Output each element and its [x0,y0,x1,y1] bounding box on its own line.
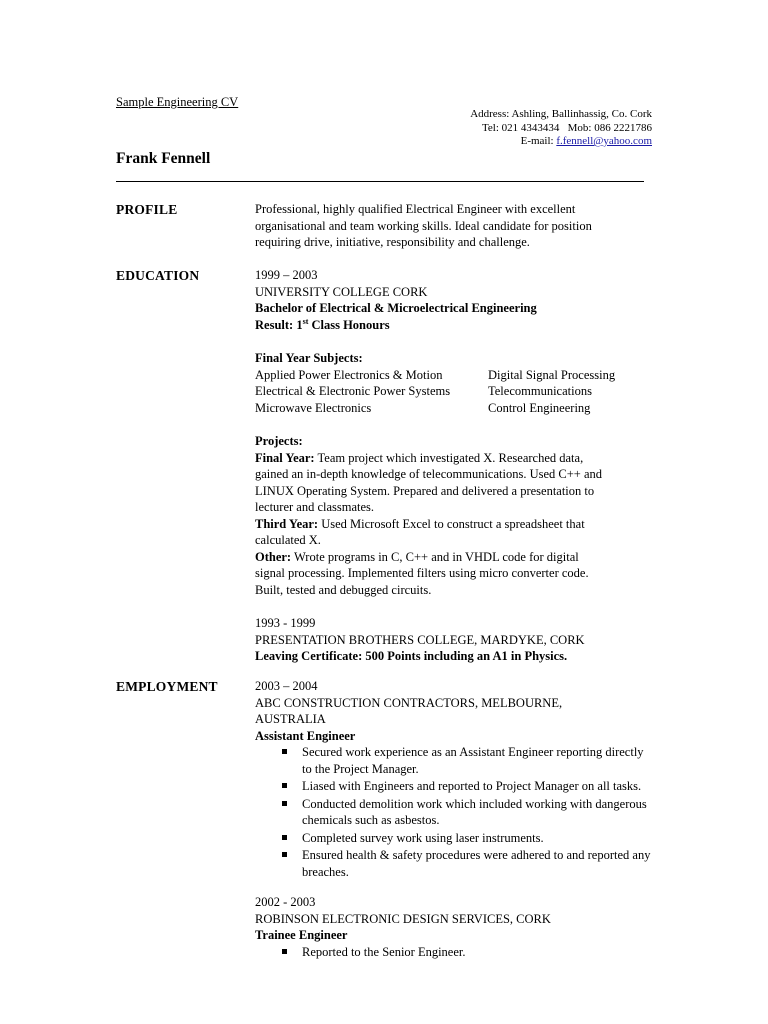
project-third-line: calculated X. [255,533,321,547]
job-duties [255,944,652,961]
project-other-line: signal processing. Implemented filters using micro converter code. [255,566,589,580]
education-heading: EDUCATION [116,268,200,283]
employment-block [255,678,652,961]
project-final-line [255,450,615,467]
project-other-line [255,549,615,566]
projects-label: Projects: [255,434,303,448]
pbc-result: Leaving Certificate: 500 Points including an A1 in Physics. [255,649,568,663]
email-link[interactable]: f.fennell@yahoo.com [556,135,652,147]
duty-item [255,796,652,829]
final-year-text: Team project which investigated X. Researched data, [314,450,584,465]
other-text: Wrote programs in C, C++ and in VHDL code for digital [291,549,579,564]
subjects-list [255,367,615,417]
profile-line: requiring drive, initiative, responsibility and challenge. [255,235,530,249]
ucc-degree: Bachelor of Electrical & Microelectrical Engineering [255,301,537,315]
job-company: ROBINSON ELECTRONIC DESIGN SERVICES, CORK [255,911,551,926]
duty-item [255,830,652,847]
ucc-result [255,317,615,334]
candidate-name: Frank Fennell [116,150,211,167]
header-divider [116,181,644,182]
square-bullet-icon [282,801,287,806]
job-years: 2002 - 2003 [255,895,316,909]
duty-text: Ensured health & safety procedures were adhered to and reported any breaches. [302,848,651,879]
square-bullet-icon [282,749,287,754]
job-title: Assistant Engineer [255,728,356,743]
final-year-label: Final Year: [255,450,315,465]
profile-heading: PROFILE [116,202,178,217]
subject-item: Telecommunications [488,384,592,398]
result-ordinal: st [302,316,309,326]
result-prefix: Result: 1 [255,317,303,332]
job-company: AUSTRALIA [255,712,326,726]
address-line: Address: Ashling, Ballinhassig, Co. Cork [470,108,652,120]
email-label: E-mail: [520,135,557,147]
square-bullet-icon [282,852,287,857]
duty-text: Conducted demolition work which included working with dangerous chemicals such as asbestos. [302,796,647,827]
other-label: Other: [255,549,292,564]
job-years: 2003 – 2004 [255,679,318,693]
profile-line: organisational and team working skills. Ideal candidate for position [255,218,592,233]
project-final-line: gained an in-depth knowledge of telecommunications. Used C++ and [255,467,602,481]
third-year-label: Third Year: [255,516,319,531]
ucc-years: 1999 – 2003 [255,268,318,282]
email-line [470,135,652,149]
contact-block [470,108,652,149]
third-year-text: Used Microsoft Excel to construct a spreadsheet that [318,516,585,531]
duty-text: Completed survey work using laser instruments. [302,830,544,845]
project-final-line: lecturer and classmates. [255,500,375,514]
duty-item [255,778,652,795]
document-label: Sample Engineering CV [116,95,239,109]
square-bullet-icon [282,783,287,788]
subject-item: Applied Power Electronics & Motion [255,367,443,382]
subjects-label: Final Year Subjects: [255,351,363,365]
result-suffix: Class Honours [308,317,390,332]
project-final-line: LINUX Operating System. Prepared and delivered a presentation to [255,483,595,498]
phone-line: Tel: 021 4343434 Mob: 086 2221786 [481,121,652,134]
education-block [255,267,615,665]
duty-item [255,847,652,880]
project-third-line [255,516,615,533]
pbc-years: 1993 - 1999 [255,616,316,630]
ucc-school: UNIVERSITY COLLEGE CORK [255,284,428,299]
job-company: ABC CONSTRUCTION CONTRACTORS, MELBOURNE, [255,695,563,710]
job-title: Trainee Engineer [255,928,348,942]
duty-text: Liased with Engineers and reported to Project Manager on all tasks. [302,779,642,793]
duty-item [255,744,652,777]
duty-text: Reported to the Senior Engineer. [302,944,466,959]
square-bullet-icon [282,949,287,954]
subject-item: Control Engineering [488,400,591,415]
subject-item: Electrical & Electronic Power Systems [255,384,451,398]
employment-heading: EMPLOYMENT [116,679,218,694]
profile-line: Professional, highly qualified Electrical Engineer with excellent [255,202,576,216]
project-other-line: Built, tested and debugged circuits. [255,582,432,597]
subject-item: Digital Signal Processing [488,367,616,382]
pbc-school: PRESENTATION BROTHERS COLLEGE, MARDYKE, CORK [255,632,585,647]
duty-text: Secured work experience as an Assistant Engineer reporting directly to the Project Manager. [302,745,644,776]
job-duties [255,744,652,880]
profile-text [255,201,592,251]
square-bullet-icon [282,835,287,840]
duty-item [255,944,652,961]
subject-item: Microwave Electronics [255,400,372,415]
